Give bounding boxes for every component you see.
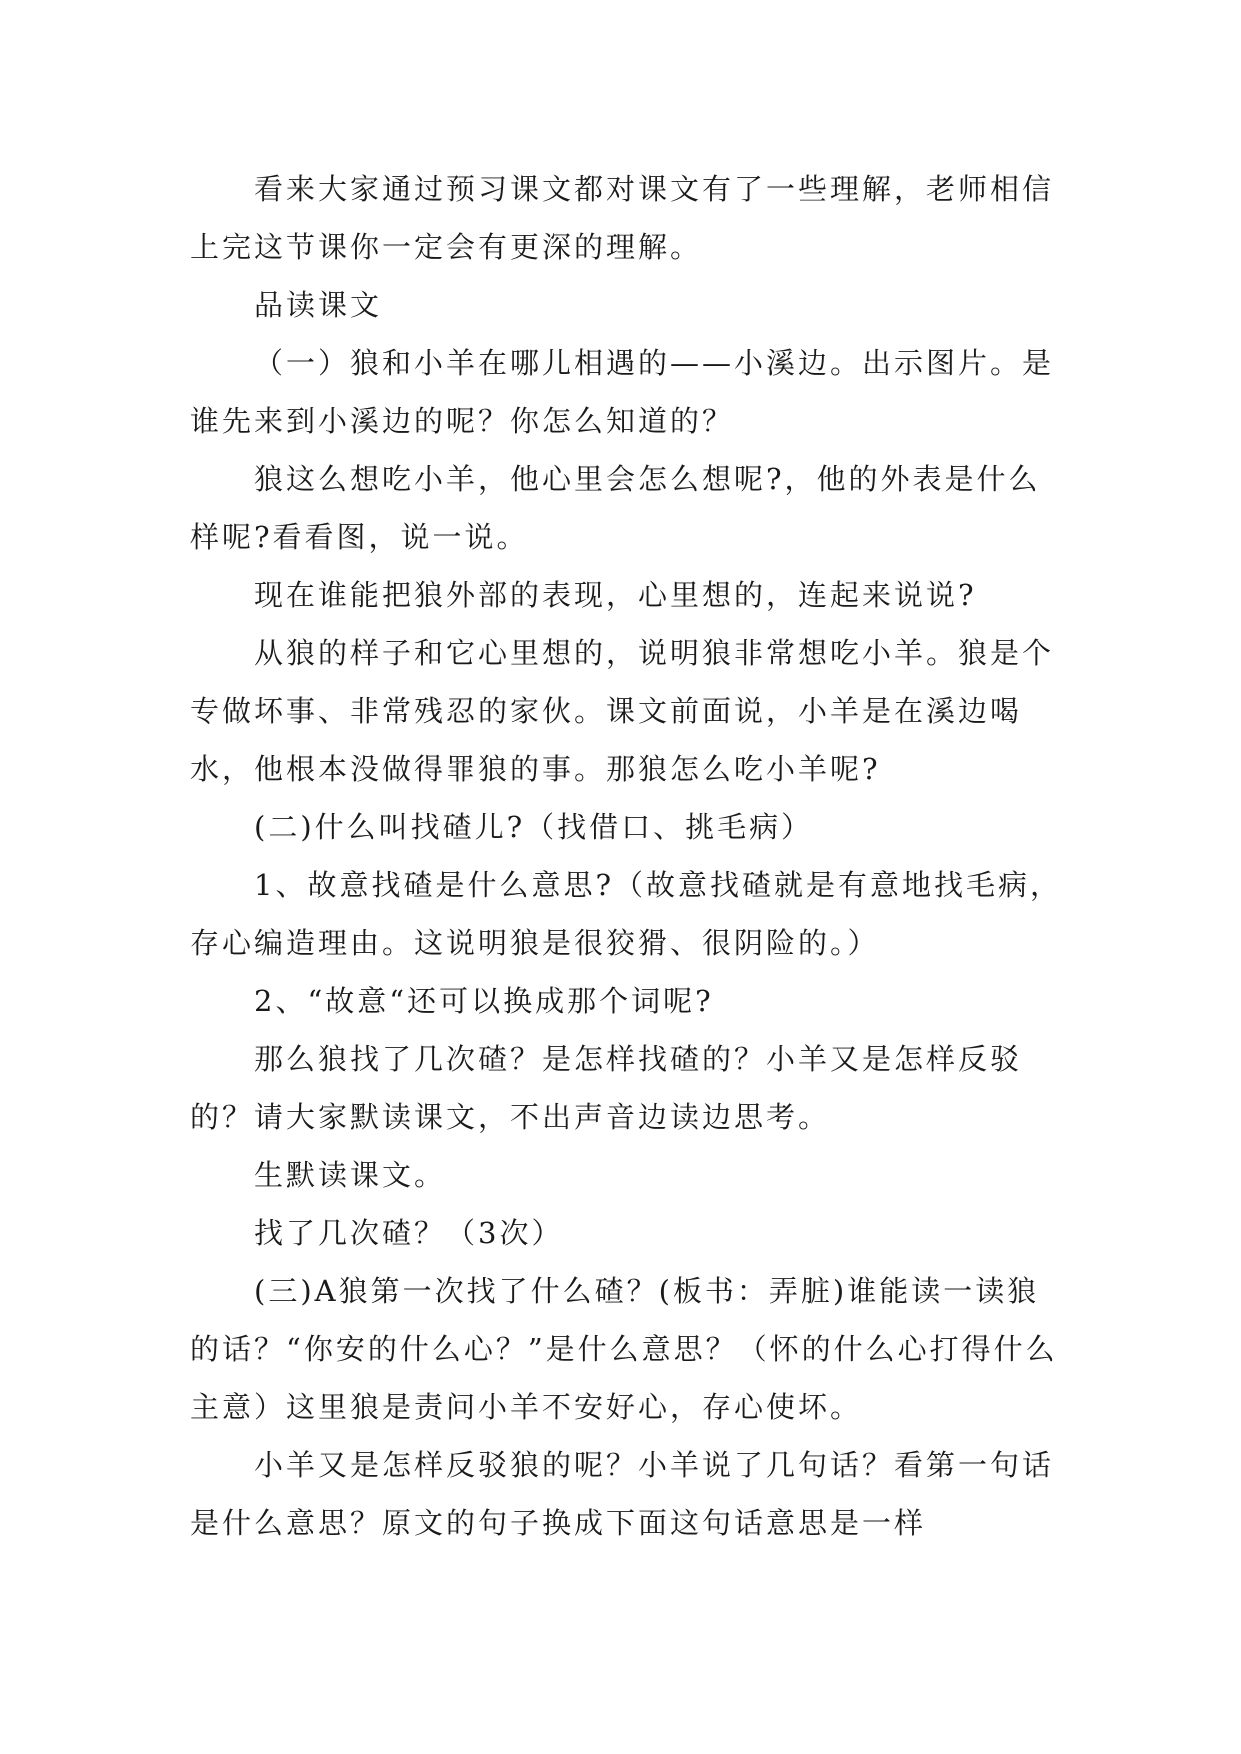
paragraph: (二)什么叫找碴儿?（找借口、挑毛病） — [254, 810, 814, 844]
paragraph: 那么狼找了几次碴？是怎样找碴的？小羊又是怎样反驳的？请大家默读课文，不出声音边读边思考。 — [190, 1042, 1023, 1134]
paragraph: 生默读课文。 — [254, 1158, 447, 1192]
section-heading: 品读课文 — [254, 288, 383, 322]
document-body — [190, 160, 1070, 1552]
paragraph: 狼这么想吃小羊，他心里会怎么想呢?，他的外表是什么样呢?看看图，说一说。 — [190, 462, 1041, 554]
paragraph: 看来大家通过预习课文都对课文有了一些理解，老师相信上完这节课你一定会有更深的理解。 — [190, 172, 1055, 264]
paragraph: 2、“故意“还可以换成那个词呢? — [254, 984, 714, 1018]
paragraph: 小羊又是怎样反驳狼的呢？小羊说了几句话？看第一句话是什么意思？原文的句子换成下面这句话意思是一样 — [190, 1448, 1055, 1540]
paragraph: 从狼的样子和它心里想的，说明狼非常想吃小羊。狼是个专做坏事、非常残忍的家伙。课文前面说，小羊是在溪边喝水，他根本没做得罪狼的事。那狼怎么吃小羊呢? — [190, 636, 1055, 786]
paragraph: 现在谁能把狼外部的表现，心里想的，连起来说说? — [254, 578, 977, 612]
paragraph: 找了几次碴？（3次） — [254, 1216, 564, 1250]
paragraph: （一）狼和小羊在哪儿相遇的——小溪边。出示图片。是谁先来到小溪边的呢？你怎么知道的？ — [190, 346, 1055, 438]
paragraph: 1、故意找碴是什么意思?（故意找碴就是有意地找毛病，存心编造理由。这说明狼是很狡猾、很阴险的。） — [190, 868, 1062, 960]
paragraph: (三)A狼第一次找了什么碴？(板书：弄脏)谁能读一读狼的话？“你安的什么心？”是什么意思？（怀的什么心打得什么主意）这里狼是责问小羊不安好心，存心使坏。 — [190, 1274, 1058, 1424]
